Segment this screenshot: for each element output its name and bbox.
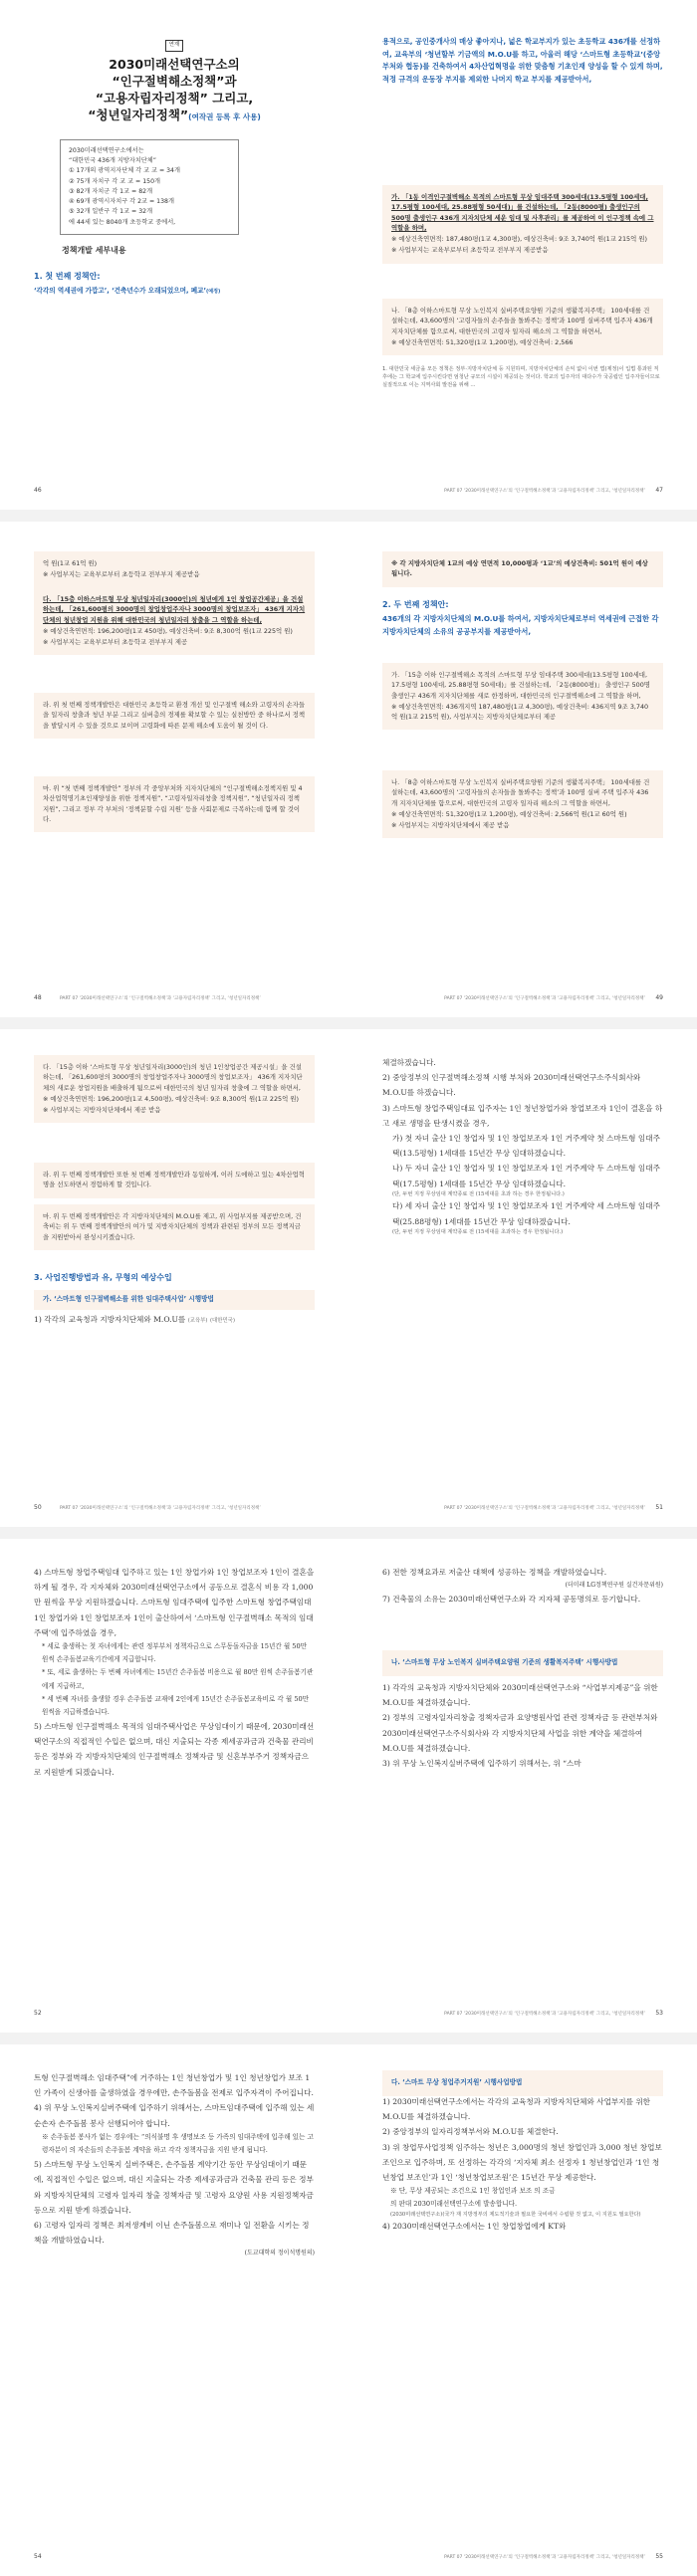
body-line: 7) 건축물의 소유는 2030미래선택연구소와 각 지자체 공동명의로 등기합니다. xyxy=(382,1595,641,1605)
body-line xyxy=(34,1312,315,1327)
body-line: 가) 첫 자녀 출산 1인 창업자 및 1인 창업보조자 1인 거주계약 첫 스마트형 임대주택(13.5평형) 1세대를 15년간 무상 임대하겠습니다. xyxy=(392,1133,660,1159)
box-line: ※ 예상건축연면적: 196,200평(1교 450평), 예상건축비: 9조 8,300억 원(1교 225억 원) xyxy=(43,626,293,635)
page-number: 51 xyxy=(655,1504,663,1512)
stats-line: ① 17개의 광역지자단체 각 교 교 = 34개 xyxy=(69,167,180,175)
box-heading: 가. 「15층 이하 인구절벽해소 목적의 스마트형 무상 임대주택 300세대(13.5평형 100세대, 17.5평형 100세대, 25.88평형 50세대)」를 건설하는데, 「2동(8000평)」 출생인구 500명 출생인구 436개 지자치단체를 새로 한정하며, 대한민국의 인구절벽해소에 그 역할을 하며, xyxy=(391,671,650,700)
box-line: ※ 사업부지는 교육부로부터 초등학교 전부부지 제공받음 xyxy=(43,570,200,579)
box-heading: 다. 「15층 이하 ‘스마트형 무상 청년일자리(3000인)의 청년 1인창업공간 제공시설」을 건설하는데, 「261,600평의 3000명의 창업창업주자나 3000명의 창업보조자」 436개 지자치단체의 새로운 창업지원을 배출하게 됨으로써 대한민국의 청년 일자리 창출에 그 역할을 하면서, xyxy=(43,1063,303,1092)
page-49 xyxy=(348,522,697,1017)
detail-box-e xyxy=(34,776,315,832)
detail-box-c xyxy=(34,587,315,655)
box-paragraph: 라. 위 두 번째 정책개발안 또한 첫 번째 정책개발안과 동일하게, 이러 도에하고 있는 4차산업혁명을 선도하면서 경험하게 할 것입니다. xyxy=(43,1171,305,1189)
running-head: PART 07 ‘2030미래선택연구소’의 ‘인구절벽해소정책’과 ‘고용자립자리정책’ 그리고, ‘청년일자리정책’ xyxy=(444,1506,645,1512)
item-1-subheading-text: ‘각각의 역세권에 가깝고’, ‘건축년수가 오래되었으며, 폐교’ xyxy=(34,287,207,295)
page-number: 50 xyxy=(34,1504,42,1512)
body-line: 체결하겠습니다. xyxy=(382,1058,436,1067)
spread-1 xyxy=(0,0,697,510)
body-line: 3) 위 무상 노인복지실버주택에 입주하기 위해서는, 위 “스마 xyxy=(382,1758,581,1768)
title-line-4-text: “청년일자리정책” xyxy=(88,107,189,122)
body-line-text: 1) 각각의 교육청과 지방자치단체와 M.O.U를 xyxy=(34,1315,186,1324)
box-line: ※ 사업부지는 지방자치단체에서 제공 받음 xyxy=(391,821,510,829)
running-head: PART 07 ‘2030미래선택연구소’의 ‘인구절벽해소정책’과 ‘고용자립자리정책’ 그리고, ‘청년일자리정책’ xyxy=(60,996,261,1002)
stats-line: ⑤ 32개 일반구 각 1교 = 32개 xyxy=(69,208,153,216)
small-note: (단, 두번 지정 무상임대 계약종료 전 (15세대를 초과 하는 경우 한정됩니다.) xyxy=(392,1190,565,1197)
detail-box-l xyxy=(382,1650,663,1676)
body-line: 2) 정부의 고령자일자리창출 정책자금과 요양병원사업 관련 정책자금 등 관련부처와 2030미래선택연구소주식회사와 각 지방자치단체 사업을 위한 계약을 체결하여 M.O.U를 체결하겠습니다. xyxy=(382,1713,658,1753)
detail-box-g xyxy=(382,770,663,838)
body-line: 6) 전한 정책요과로 저출산 대책에 성공하는 정책을 개발하였습니다. xyxy=(382,1568,607,1577)
body-line: ※ 손주돌봄 봉사가 없는 경우에는 “의식불명 후 생명보조 등 가족의 임대주택에 입주해 있는 고령자분이 의 자손들의 손주돌봄 계약을 하고 각각 정책자금을 지원 받게 됩니다. xyxy=(42,2132,314,2154)
body-text xyxy=(34,1565,315,1780)
running-head: PART 07 ‘2030미래선택연구소’의 ‘인구절벽해소정책’과 ‘고용자립자리정책’ 그리고, ‘청년일자리정책’ xyxy=(60,1506,261,1512)
page-50 xyxy=(0,1029,348,1527)
box-line: ※ 사업부지는 지방자치단체에서 제공 받음 xyxy=(43,1106,161,1114)
footnote: 1. 대한민국 세금을 모든 정책은 정부·지방자치단체 등 지원하며, 지방자치단체의 손익 없이 이번 법(제정)이 입법 통과된 직후에는 그 학교에 입주시킨다면 엄청난 규모의 시설이 제공되는 것이다. 학교의 입주자의 대다수가 국공립인 입주자들이므로 실질적으로 이는 지역사회 발전을 위해 ... xyxy=(382,366,660,388)
box-heading: 나. 「8층 이하스마트형 무상 노인복지 실버주택요양원 기준의 생활복지주택」 100세대를 건설하는데, 43,600명의 ‘고령자들의 손자들을 돌봐주는 정책’과 100명 실버 주택 입주자 436개 지자치단체를 함으로써, 대한민국의 고령자 일자리 해소의 그 역할을 하면서, xyxy=(391,778,650,807)
small-note: (2030미래선택연구소)(국가 재 지방정부의 제도적기술과 필요한 국비에서 수립할 것 없고, 이 지원도 필요한다) xyxy=(390,2211,641,2218)
body-line: 트형 인구절벽해소 임대주택”에 거주하는 1인 청년창업가 및 1인 청년창업가 보조 1인 가족이 신생아를 출생하였을 경우에만, 손주돌봄을 전제로 입주자격이 주어집니다. xyxy=(34,2073,314,2098)
detail-box-m xyxy=(382,2070,663,2096)
body-line: 5) 스마트형 무상 노인복지 실버주택은, 손주돌봄 계약기간 동안 무상임대이기 때문에, 직접적인 수입은 없으며, 대신 지출되는 각종 제세공과금과 건축물 관리 등은 정부와 지방자치단체의 고령자 일자리 창출 정책자금 및 고령자 요양원 사용 지원정책자금 등으로 지원 받게 하겠습니다. xyxy=(34,2160,314,2215)
page-gap xyxy=(0,1017,697,1029)
body-line: 4) 스마트형 창업주택임대 입주하고 있는 1인 창업가와 1인 창업보조자 1인이 결혼을 하게 될 경우, 각 지자체와 2030미래선택연구소에서 공동으로 결혼식 비용 각 1,000만 원씩을 무상 지원하겠습니다. 스마트형 임대주택에 입주한 스마트형 창업주택임대 1인 창업가와 1인 창업보조자 1인이 출산하여서 ‘스마트형 인구절벽해소 목적의 임대주택’에 입주하였을 경우, xyxy=(34,1568,315,1637)
box-paragraph: 마. 위 “첫 번째 정책개발안” 정부의 각 중앙부처와 지자치단체의 “인구절벽해소정책지원 및 4차산업혁명기초인재양성을 위한 정책지원”, “고령자일자리창출 정책지원”, “청년일자리 정책지원”, 그리고 정부 각 부처의 ‘정책분할 수립 지원’ 등을 사회문제로 극복하는데 함께 할 것이다. xyxy=(43,784,303,823)
page-number: 46 xyxy=(34,487,42,495)
box-line: ※ 예상건축연면적: 187,480평(1교 4,300평), 예상건축비: 9조 3,740억 원(1교 215억 원) xyxy=(391,235,647,243)
page-52 xyxy=(0,1539,348,2033)
stats-line: ④ 69개 광역시자치구 각 2교 = 138개 xyxy=(69,198,174,206)
item-3-heading: 3. 사업진행방법과 유, 무형의 예상수입 xyxy=(34,1273,172,1282)
box-paragraph: 마. 위 두 번째 정책개발안은 각 지방자치단체의 M.O.U를 제고, 위 사업부지를 제공받으며, 건축비는 위 두 번째 정책개발안의 여가 및 지방자치단체의 정책과 관련된 정부의 모든 정책지금을 지원받아서 완성시키겠습니다. xyxy=(43,1212,302,1241)
running-head: PART 07 ‘2030미래선택연구소’의 ‘인구절벽해소정책’과 ‘고용자립자리정책’ 그리고, ‘청년일자리정책’ xyxy=(444,996,645,1002)
box-paragraph: 라. 위 첫 번째 정책개발안은 대한민국 초등학교 환경 개선 및 인구절벽 해소와 고령자의 손자들을 일자리 창출과 청년 부분 그리고 실버층의 경제를 확보할 수 있는 실천방안 중 하나로서 정책을 발달시켜 수 있을 것으로 보이며 고령화에 따른 문제 해소에 도움이 될 것이 다. xyxy=(43,701,306,730)
body-line: 1) 각각의 교육청과 지방자치단체와 2030미래선택연구소와 “사업부지제공”을 위한 M.O.U를 체결하겠습니다. xyxy=(382,1683,658,1708)
body-line-note: (대한민국) xyxy=(209,1318,235,1324)
detail-box-continued xyxy=(34,551,315,588)
body-line: 6) 고령자 일자리 정책은 최저생계비 이닌 손주돌봄으로 재미나 일 전환을 시키는 정책을 개발하였습니다. xyxy=(34,2220,310,2246)
detail-box-j xyxy=(34,1204,315,1250)
running-head: PART 07 ‘2030미래선택연구소’의 ‘인구절벽해소정책’과 ‘고용자립자리정책’ 그리고, ‘청년일자리정책’ xyxy=(444,489,645,495)
page-gap xyxy=(0,2033,697,2044)
spread-2 xyxy=(0,522,697,1017)
page-51 xyxy=(348,1029,697,1527)
item-2-subheading: 436개의 각 지방자치단체의 M.O.U를 하여서, 지방자치단체로부터 역세권에 근접한 각 지방자치단체의 소유의 공공부지를 제공받아서, xyxy=(382,614,659,636)
intro-paragraph: 용적으로, 공인중개사의 매상 좋아지나, 넓은 학교부지가 있는 초등학교 436개를 선정하여, 교육부의 ‘청년할부 기금액의 M.O.U를 하고, 아울러 해당 ‘스마트형 초등학교’(중앙부처와 협동)를 건축하여서 4차산업혁명을 위한 맞춤형 기초인재 양성을 할 수 있게 하며, 적정 규격의 운동장 부지를 제외한 나머지 학교 부지를 제공받아서, xyxy=(382,37,663,84)
page-47 xyxy=(348,0,697,510)
page-48 xyxy=(0,522,348,1017)
stats-line: “대한민국 436개 지방자치단체” xyxy=(69,157,156,165)
running-head: PART 07 ‘2030미래선택연구소’의 ‘인구절벽해소정책’과 ‘고용자립자리정책’ 그리고, ‘청년일자리정책’ xyxy=(444,2555,645,2561)
running-head: PART 07 ‘2030미래선택연구소’의 ‘인구절벽해소정책’과 ‘고용자립자리정책’ 그리고, ‘청년일자리정책’ xyxy=(444,2012,645,2018)
series-badge: 연재 xyxy=(165,40,184,52)
box-line: ※ 예상건축연면적: 51,320평(1교 1,200평), 예상건축비: 2,566억 원(1교 60억 원) xyxy=(391,809,627,818)
page-46 xyxy=(0,0,348,510)
box-heading: 가. 「1동 이격인구절벽해소 목적의 스마트형 무상 임대주택 300세대(13.5평형 100세대, 17.5평형 100세대, 25.88평형 50세대)」를 건설하는데, 「2동(8000평) 출생인구의 500명 출생인구 436개 지자치단체 세운 임대 및 사후관리」를 제공하여 이 인구정책 속에 그 역할을 하며, xyxy=(391,193,654,232)
credit-line: (더미래 LG정책연구원 실건자문위원) xyxy=(565,1582,663,1590)
stats-box xyxy=(60,139,239,235)
stats-line: ② 75개 자치구 각 교 교 = 150개 xyxy=(69,177,160,185)
section-heading: 정책개발 세부내용 xyxy=(62,245,126,255)
page-number: 48 xyxy=(34,994,42,1002)
body-line: 의 판대 2030미래선택연구소에 발송합니다. xyxy=(390,2200,518,2209)
article-title-block xyxy=(34,38,315,123)
box-line: ※ 예상건축연면적: 51,320평(1교 1,200평), 예상건축비: 2,566 xyxy=(391,337,574,346)
detail-box-i xyxy=(34,1163,315,1198)
item-1-subheading-tail: (예정) xyxy=(206,289,221,295)
page-number: 49 xyxy=(655,994,663,1002)
body-line: 4) 위 무상 노인복지실버주택에 입주하기 위해서는, 스마트임대주택에 입주해 있는 세순손자 손주돌봄 봉사 선행되어야 합니다. xyxy=(34,2103,315,2128)
body-line: 다) 세 자녀 출산 1인 창업자 및 1인 창업보조자 1인 거주계약 세 스마트형 임대주택(25.88평형) 1세대를 15년간 무상 임대하겠습니다. xyxy=(392,1201,660,1226)
page-53 xyxy=(348,1539,697,2033)
body-line: * 세로 출생하는 첫 자녀에게는 관련 정부부처 정책자금으로 스무동돌자금을 15년간 월 50만 원씩 손주돌봄교육기간에게 지급합니다. xyxy=(42,1641,308,1664)
body-text-bottom xyxy=(382,1680,663,1771)
item-2-heading: 2. 두 번째 정책안: xyxy=(382,600,449,609)
body-line: 3) 스마트형 창업주택임대료 입주자는 1인 청년창업가와 창업보조자 1인이 결혼을 하고 새로 생명을 탄생시켰을 경우, xyxy=(382,1103,663,1128)
detail-box-a xyxy=(382,185,663,264)
box-line: ※ 예상건축연면적: 196,200평(1교 4,500평), 예상건축비: 9조 8,300억 원(1교 225억 원) xyxy=(43,1094,299,1103)
box-heading: 나. 「8층 이하스마트형 무상 노인복지 실버주택요양원 기준의 생활복지주택」 100세대를 건설하는데, 43,600명의 ‘고령자들의 손주들을 돌봐주는 정책’과 100명 실버주택 입주자 436개 지자치단체를 함으로써, 대한민국의 고령자 일자리 해소의 그 역할을 하면서, xyxy=(391,307,653,335)
body-line: * 또, 세로 출생하는 두 번째 자녀에게는 15년간 손주돌봄 비용으로 월 80만 원씩 손주돌봄기관에게 지급하고, xyxy=(42,1668,314,1690)
box-heading: 다. ‘스마트 무상 청업주거지원’ 시행사업방법 xyxy=(391,2078,523,2086)
body-line: 3) 위 창업무사업정책 임주하는 청년은 3,000명의 청년 창업인과 3,000 청년 창업보조인으로 입주하며, 또 선정하는 각각의 ‘지자체 최소 선정자 1 청년창업인과 ‘1인 청년창업 보조인’과 1인 ‘청년창업보조원’은 15년간 무상 제공한다. xyxy=(382,2142,662,2182)
body-text xyxy=(382,1055,663,1237)
body-line: 1) 2030미래선택연구소에서는 각각의 교육청과 지방자치단체와 사업부지를 위한 M.O.U를 체결하겠습니다. xyxy=(382,2097,651,2122)
body-line: 2) 중앙정부의 인구절벽해소정책 시행 부처와 2030미래선택연구소주식회사와 M.O.U를 하겠습니다. xyxy=(382,1073,641,1098)
title-line-1: 2030미래선택연구소의 xyxy=(109,56,240,72)
page-number: 47 xyxy=(655,487,663,495)
detail-box-k xyxy=(34,1290,315,1310)
item-1-heading: 1. 첫 번째 정책안: xyxy=(34,272,101,281)
body-text xyxy=(34,2070,315,2259)
page-gap xyxy=(0,1527,697,1539)
small-note: (단, 두번 지정 무상임대 계약종료 전 (15세대를 초과하는 경우 한정됩니다.) xyxy=(392,1228,564,1235)
detail-box-h xyxy=(34,1055,315,1123)
body-line: 나) 두 자녀 출산 1인 창업자 및 1인 창업보조자 1인 거주계약 두 스마트형 임대주택(17.5평형) 1세대를 15년간 무상 임대하겠습니다. xyxy=(392,1164,660,1188)
page-number: 55 xyxy=(655,2553,663,2561)
page-gap xyxy=(0,510,697,522)
body-line: 5) 스마트형 인구절벽해소 목적의 임대주택사업은 무상임대이기 때문에, 2030미래선택연구소의 직접적인 수입은 없으며, 대신 지출되는 각종 제세공과금과 건축물 관리비 등은 정부와 각 지방자치단체의 인구절벽해소 정책자금 및 신혼부부주거 정책자금으로 지원받게 되겠습니다. xyxy=(34,1722,315,1777)
page-55 xyxy=(348,2044,697,2576)
box-line: ※ 사업부지는 교육부로부터 초등학교 전부부지 제공 xyxy=(43,638,188,646)
title-line-4 xyxy=(34,107,315,124)
body-line: 4) 2030미래선택연구소에서는 1인 창업창업에게 KT와 xyxy=(382,2222,567,2232)
title-suffix: (여작권 등록 후 사용) xyxy=(188,111,261,121)
page-54 xyxy=(0,2044,348,2576)
box-line: ※ 사업부지는 교육부로부터 초등학교 전부부지 제공받음 xyxy=(391,246,549,255)
body-line: * 세 번째 자녀를 출생할 경우 손주돌봄 교재에 2인에게 15년간 손주돌봄교육비로 각 월 50만 원씩을 지급하겠습니다. xyxy=(42,1694,310,1716)
spread-4 xyxy=(0,1539,697,2033)
item-1-subheading xyxy=(34,287,315,297)
credit-line: (도교대학의 정이석명원의) xyxy=(244,2250,315,2257)
box-line: 억 원(1교 61억 원) xyxy=(43,559,98,567)
box-heading: 다. 「15층 이하스마트형 무상 청년일자리(3000인)의 청년에게 1인 창업공간제공」을 건설하는데, 「261,600평의 3000명의 창업창업주자나 3000명의 창업보조자」 436개 지자치단체의 청년창업 지원을 위해 대한민국의 청년일자리 창출을 그 역할을 하는데, xyxy=(43,595,306,624)
page-number: 53 xyxy=(655,2010,663,2018)
body-line: ※ 단, 무상 제공되는 조건으로 1인 창업인과 보조 의 조금 xyxy=(390,2187,556,2196)
detail-box-summary xyxy=(382,551,663,587)
page-number: 52 xyxy=(34,2010,42,2018)
box-line: ※ 예상건축연면적: 436개지역 187,480평(1교 4,300평), 예상건축비: 436지역 9조 3,740억 원(1교 215억 원), 사업부지는 지방자치단체로부터 제공 xyxy=(391,702,649,721)
title-line-2: “인구절벽해소정책”과 xyxy=(112,73,237,89)
title-line-3: “고용자립자리정책” 그리고, xyxy=(95,90,254,106)
detail-box-b xyxy=(382,299,663,355)
body-line: 2) 중앙정부의 일자리정책부서와 M.O.U를 체결한다. xyxy=(382,2127,559,2137)
stats-line: 2030미래선택연구소에서는 xyxy=(69,147,144,154)
box-heading: 나. ‘스마트형 무상 노인복지 실버주택요양원 기준의 생활복지주택’ 시행사방법 xyxy=(391,1658,618,1666)
detail-box-d xyxy=(34,693,315,739)
detail-box-f xyxy=(382,663,663,730)
body-text xyxy=(382,2094,663,2234)
box-line: ※ 각 지방자치단체 1교의 예상 연면적 10,000평과 ‘1교’의 예상건축비: 501억 원이 예상됩니다. xyxy=(391,559,648,578)
spread-3 xyxy=(0,1029,697,1527)
body-line-note: (교육부) xyxy=(187,1318,208,1324)
spread-5 xyxy=(0,2044,697,2576)
stats-line: ③ 82개 자치군 각 1교 = 82개 xyxy=(69,187,153,195)
page-number: 54 xyxy=(34,2553,42,2561)
body-text-top xyxy=(382,1565,663,1607)
box-heading: 가. ‘스마트형 인구절벽해소를 위한 임대주택사업’ 시행방법 xyxy=(43,1295,214,1303)
stats-line: 에 44세 있는 8040개 초등학교 중에서, xyxy=(69,218,176,226)
